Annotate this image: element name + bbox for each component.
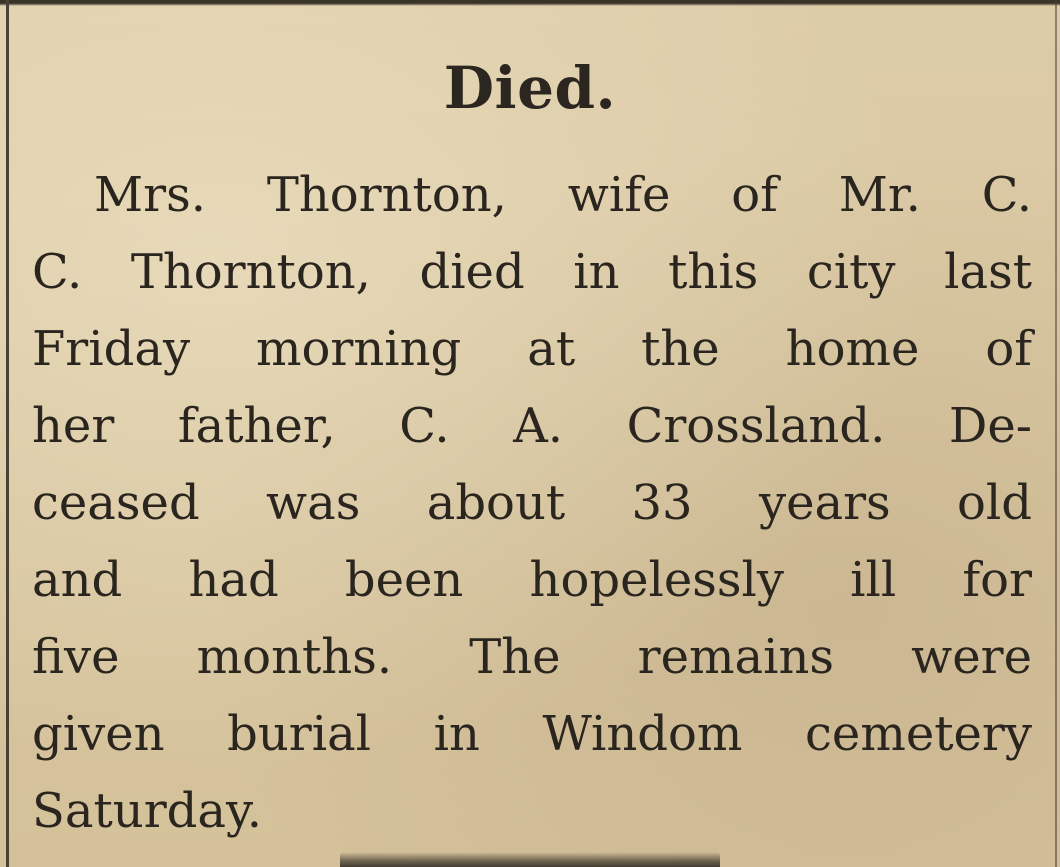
body-line-5: ceased was about 33 years old [32,475,1032,531]
body-line-1: Mrs. Thornton, wife of Mr. C. [94,167,1032,223]
next-headline-fragment [340,852,720,867]
body-line-9: Saturday. [32,783,262,839]
obituary-headline: Died. [443,54,617,122]
body-line-8: given burial in Windom cemetery [32,706,1032,762]
body-line-4: her father, C. A. Crossland. De- [32,398,1032,454]
top-column-rule [0,0,1060,6]
body-line-7: five months. The remains were [32,629,1032,685]
body-line-3: Friday morning at the home of [32,321,1032,377]
obituary-body [32,157,1032,850]
body-line-6: and had been hopelessly ill for [32,552,1032,608]
body-line-2: C. Thornton, died in this city last [32,244,1032,300]
left-column-rule [6,0,9,867]
right-column-rule [1055,0,1057,867]
